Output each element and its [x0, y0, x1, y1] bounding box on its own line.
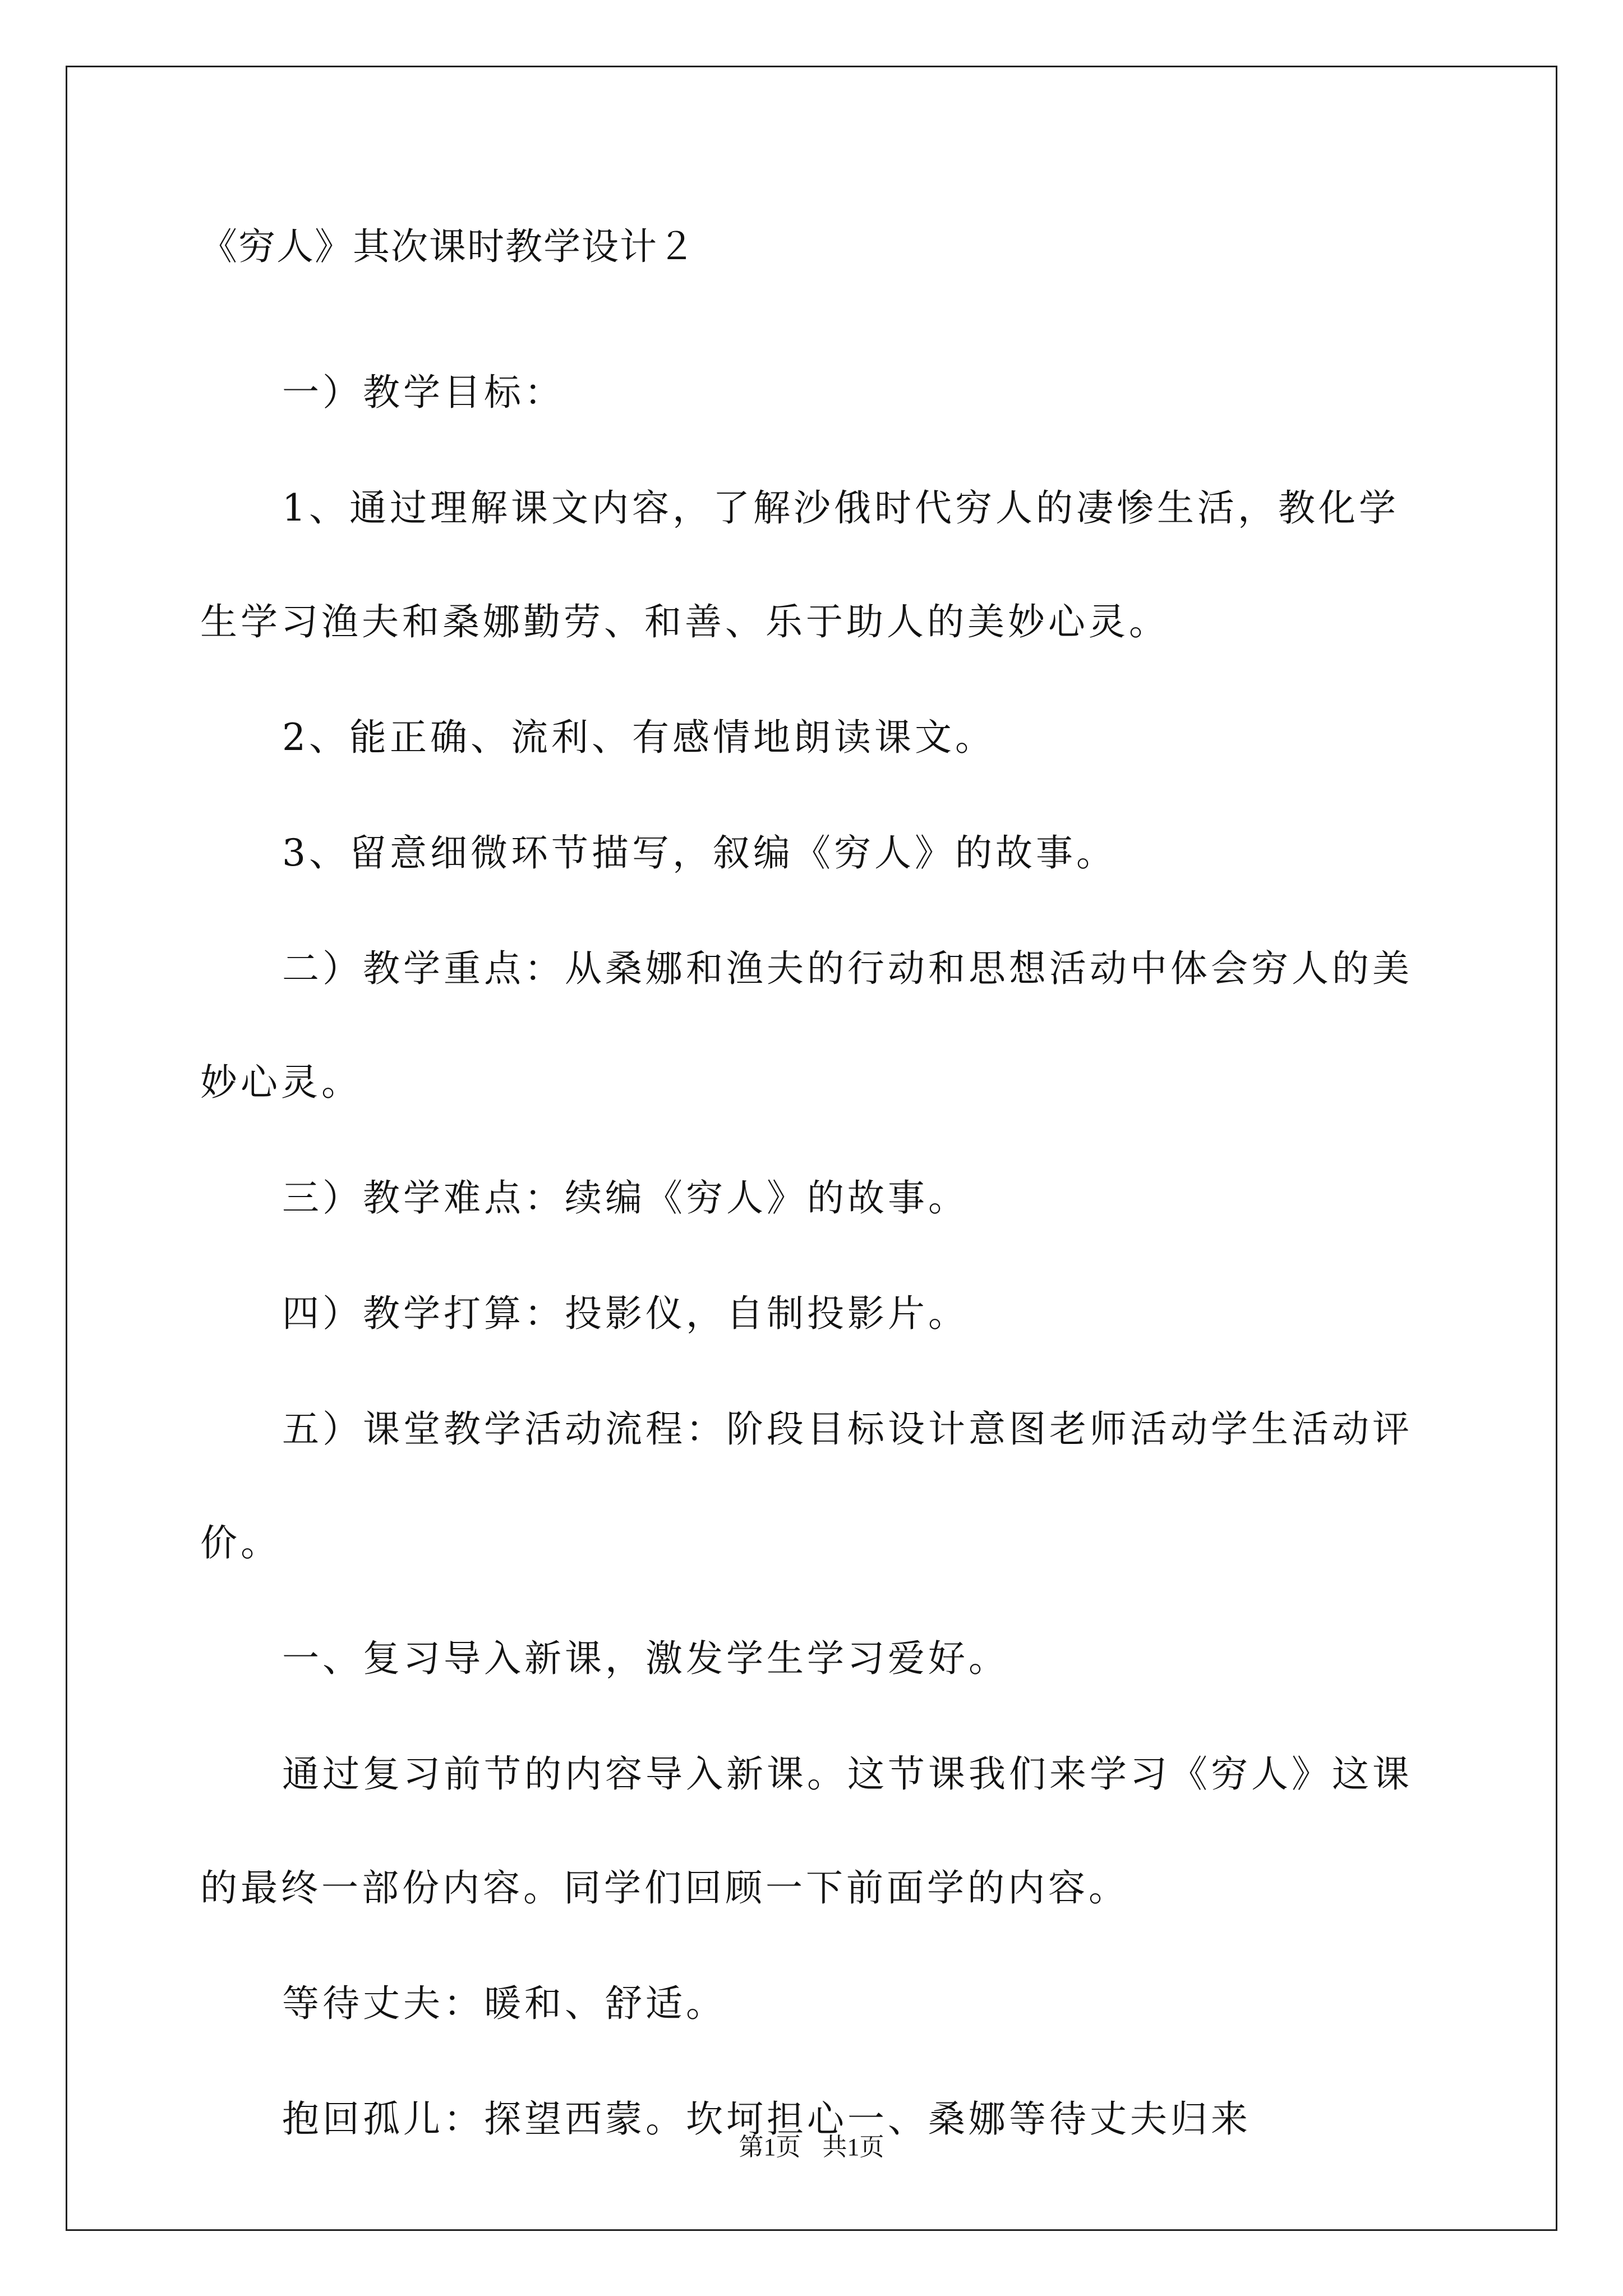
paragraph-difficulties: 三）教学难点：续编《穷人》的故事。: [282, 1176, 969, 1220]
paragraph-objectives-heading: 一）教学目标：: [282, 371, 565, 414]
document-title: 《穷人》其次课时教学设计２: [200, 225, 696, 268]
paragraph-preparation: 四）教学打算：投影仪，自制投影片。: [282, 1292, 969, 1335]
paragraph-review-intro: 一、复习导入新课，激发学生学习爱好。: [282, 1637, 1009, 1680]
paragraph-orphans: 抱回孤儿：探望西蒙。坎坷担心一、桑娜等待丈夫归来: [282, 2097, 1251, 2141]
paragraph-review-detail: 通过复习前节的内容导入新课。这节课我们来学习《穷人》这课的最终一部份内容。同学们回顾一下前面学的内容。: [200, 1752, 1413, 1910]
paragraph-objective-1: 1、通过理解课文内容，了解沙俄时代穷人的凄惨生活，教化学生学习渔夫和桑娜勤劳、和善、乐于助人的美妙心灵。: [200, 486, 1399, 643]
paragraph-objective-2: 2、能正确、流利、有感情地朗读课文。: [282, 716, 995, 759]
paragraph-objective-3: 3、留意细微环节描写，叙编《穷人》的故事。: [282, 831, 1117, 875]
document-body: [200, 224, 1423, 2178]
page-footer: [0, 2132, 1623, 2163]
paragraph-key-points: 二）教学重点：从桑娜和渔夫的行动和思想活动中体会穷人的美妙心灵。: [200, 947, 1413, 1104]
page-number-total: 共1页: [822, 2133, 884, 2161]
paragraph-waiting-husband: 等待丈夫：暖和、舒适。: [282, 1982, 726, 2025]
page-number-current: 第1页: [739, 2133, 801, 2161]
paragraph-activity-flow: 五）课堂教学活动流程：阶段目标设计意图老师活动学生活动评价。: [200, 1407, 1413, 1565]
